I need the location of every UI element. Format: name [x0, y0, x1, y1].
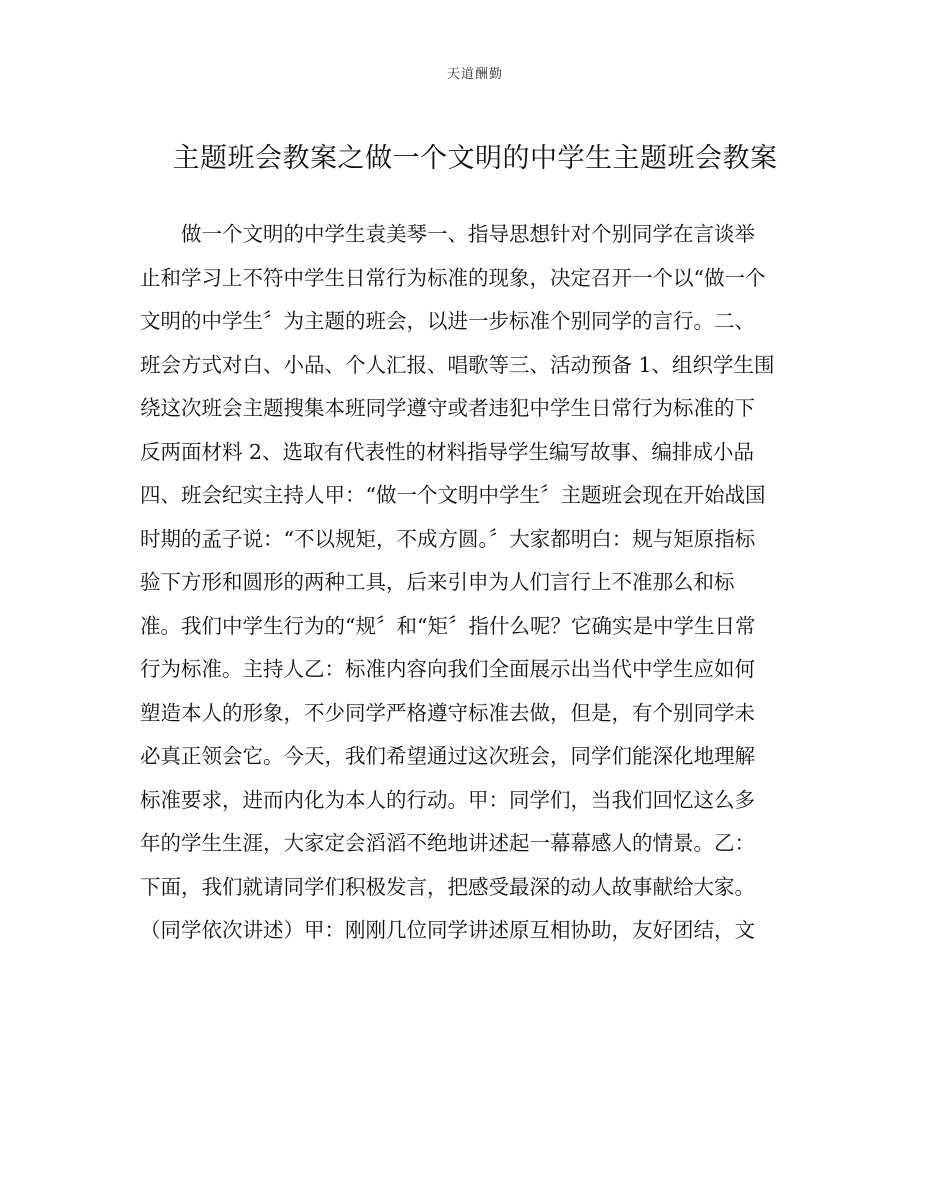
document-body: [140, 213, 810, 953]
body-line: 文明的中学生〞为主题的班会，以进一步标准个别同学的言行。二、: [140, 309, 755, 333]
body-line: 必真正领会它。今天，我们希望通过这次班会，同学们能深化地理解: [140, 744, 755, 768]
page-header: 天道酬勤: [446, 67, 503, 82]
body-line: 做一个文明的中学生袁美琴一、指导思想针对个别同学在言谈举: [181, 222, 755, 246]
body-line: 绕这次班会主题搜集本班同学遵守或者违犯中学生日常行为标准的下: [140, 396, 755, 420]
body-line: 塑造本人的形象，不少同学严格遵守标准去做，但是，有个别同学未: [140, 700, 755, 725]
body-line: 准。我们中学生行为的“规〞和“矩〞指什么呢？它确实是中学生日常: [140, 613, 756, 638]
body-line: 验下方形和圆形的两种工具，后来引申为人们言行上不准那么和标: [140, 570, 735, 594]
body-line: 止和学习上不符中学生日常行为标准的现象，决定召开一个以“做一个: [140, 265, 766, 290]
body-line: 年的学生生涯，大家定会滔滔不绝地讲述起一幕幕感人的情景。乙：: [140, 831, 755, 855]
body-line: （同学依次讲述）甲：刚刚几位同学讲述原互相协助，友好团结，文: [140, 918, 755, 942]
body-line: 下面，我们就请同学们积极发言，把感受最深的动人故事献给大家。: [140, 874, 755, 899]
body-line: 班会方式对白、小品、个人汇报、唱歌等三、活动预备 1、组织学生围: [140, 352, 775, 377]
body-line: 行为标准。主持人乙：标准内容向我们全面展示出当代中学生应如何: [140, 657, 755, 681]
body-line: 标准要求，进而内化为本人的行动。甲：同学们，当我们回忆这么多: [140, 787, 755, 812]
body-line: 时期的孟子说：“不以规矩，不成方圆。〞大家都明白：规与矩原指标: [140, 526, 756, 551]
body-line: 反两面材料 2、选取有代表性的材料指导学生编写故事、编排成小品: [140, 439, 755, 464]
document-title: 主题班会教案之做一个文明的中学生主题班会教案: [172, 143, 778, 174]
body-line: 四、班会纪实主持人甲：“做一个文明中学生〞主题班会现在开始战国: [140, 483, 766, 507]
